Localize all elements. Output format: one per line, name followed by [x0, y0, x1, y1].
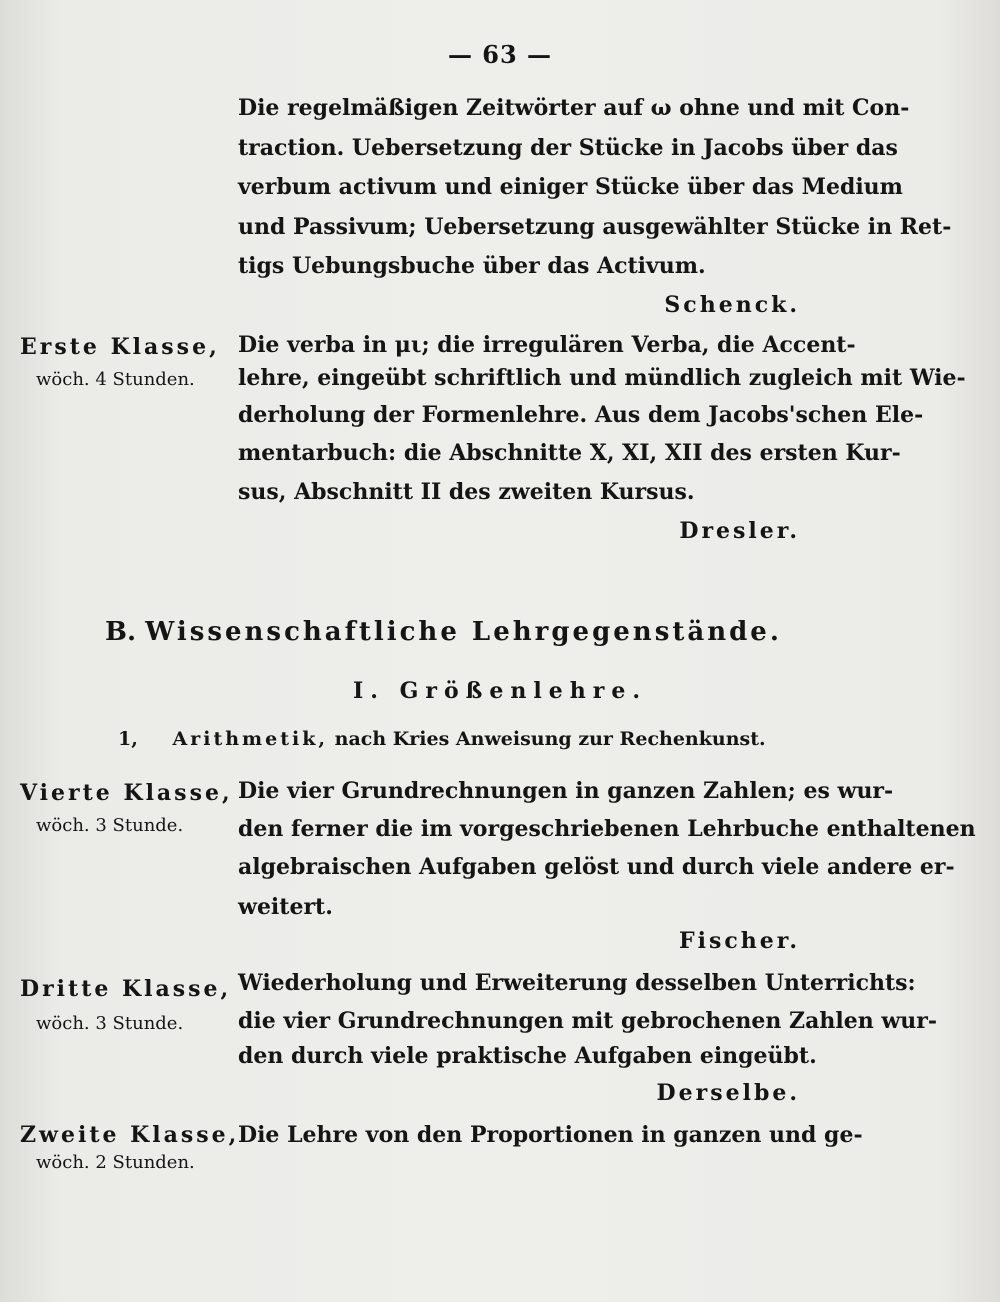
text-line: weitert. [238, 894, 333, 920]
section-heading-b [105, 617, 782, 647]
class-label-zweite: Zweite Klasse, [20, 1122, 240, 1148]
text-line: mentarbuch: die Abschnitte X, XI, XII des ersten Kur- [238, 440, 901, 466]
class-label-dritte: Dritte Klasse, [20, 976, 232, 1002]
text-line: Die verba in μι; die irregulären Verba, die Accent- [238, 332, 856, 358]
text-line: Die regelmäßigen Zeitwörter auf ω ohne und mit Con- [238, 95, 910, 121]
signature-fischer: Fischer. [679, 928, 800, 954]
signature-schenck: Schenck. [664, 292, 800, 318]
class-hours-dritte: wöch. 3 Stunde. [36, 1013, 184, 1034]
class-hours-erste: wöch. 4 Stunden. [36, 369, 195, 390]
section-label: B. [105, 617, 137, 647]
text-line: den ferner die im vorgeschriebenen Lehrbuche enthaltenen [238, 816, 976, 842]
item-title: Arithmetik, [172, 728, 328, 750]
text-line: Die Lehre von den Proportionen in ganzen und ge- [238, 1122, 863, 1148]
item-heading [118, 728, 766, 750]
signature-derselbe: Derselbe. [656, 1080, 800, 1106]
text-line: und Passivum; Uebersetzung ausgewählter Stücke in Ret- [238, 214, 952, 240]
signature-dresler: Dresler. [679, 518, 800, 544]
text-line: tigs Uebungsbuche über das Activum. [238, 253, 706, 279]
section-title: Wissenschaftliche Lehrgegenstände. [145, 617, 782, 647]
text-line: derholung der Formenlehre. Aus dem Jacobs'schen Ele- [238, 402, 924, 428]
text-line: Die vier Grundrechnungen in ganzen Zahlen; es wur- [238, 778, 894, 804]
text-line: algebraischen Aufgaben gelöst und durch viele andere er- [238, 854, 955, 880]
class-hours-zweite: wöch. 2 Stunden. [36, 1152, 195, 1173]
text-line: Wiederholung und Erweiterung desselben Unterrichts: [238, 970, 916, 996]
class-label-erste: Erste Klasse, [20, 334, 220, 360]
item-number: 1, [118, 728, 138, 750]
class-label-vierte: Vierte Klasse, [20, 780, 233, 806]
text-line: den durch viele praktische Aufgaben eingeübt. [238, 1043, 817, 1069]
text-line: verbum activum und einiger Stücke über das Medium [238, 174, 903, 200]
text-line: lehre, eingeübt schriftlich und mündlich zugleich mit Wie- [238, 365, 966, 391]
class-hours-vierte: wöch. 3 Stunde. [36, 815, 184, 836]
text-line: sus, Abschnitt II des zweiten Kursus. [238, 479, 695, 505]
text-line: traction. Uebersetzung der Stücke in Jacobs über das [238, 135, 898, 161]
subsection-heading: I. Größenlehre. [353, 678, 647, 704]
page-number: — 63 — [447, 40, 553, 69]
item-rest: nach Kries Anweisung zur Rechenkunst. [334, 728, 766, 750]
text-line: die vier Grundrechnungen mit gebrochenen Zahlen wur- [238, 1008, 938, 1034]
